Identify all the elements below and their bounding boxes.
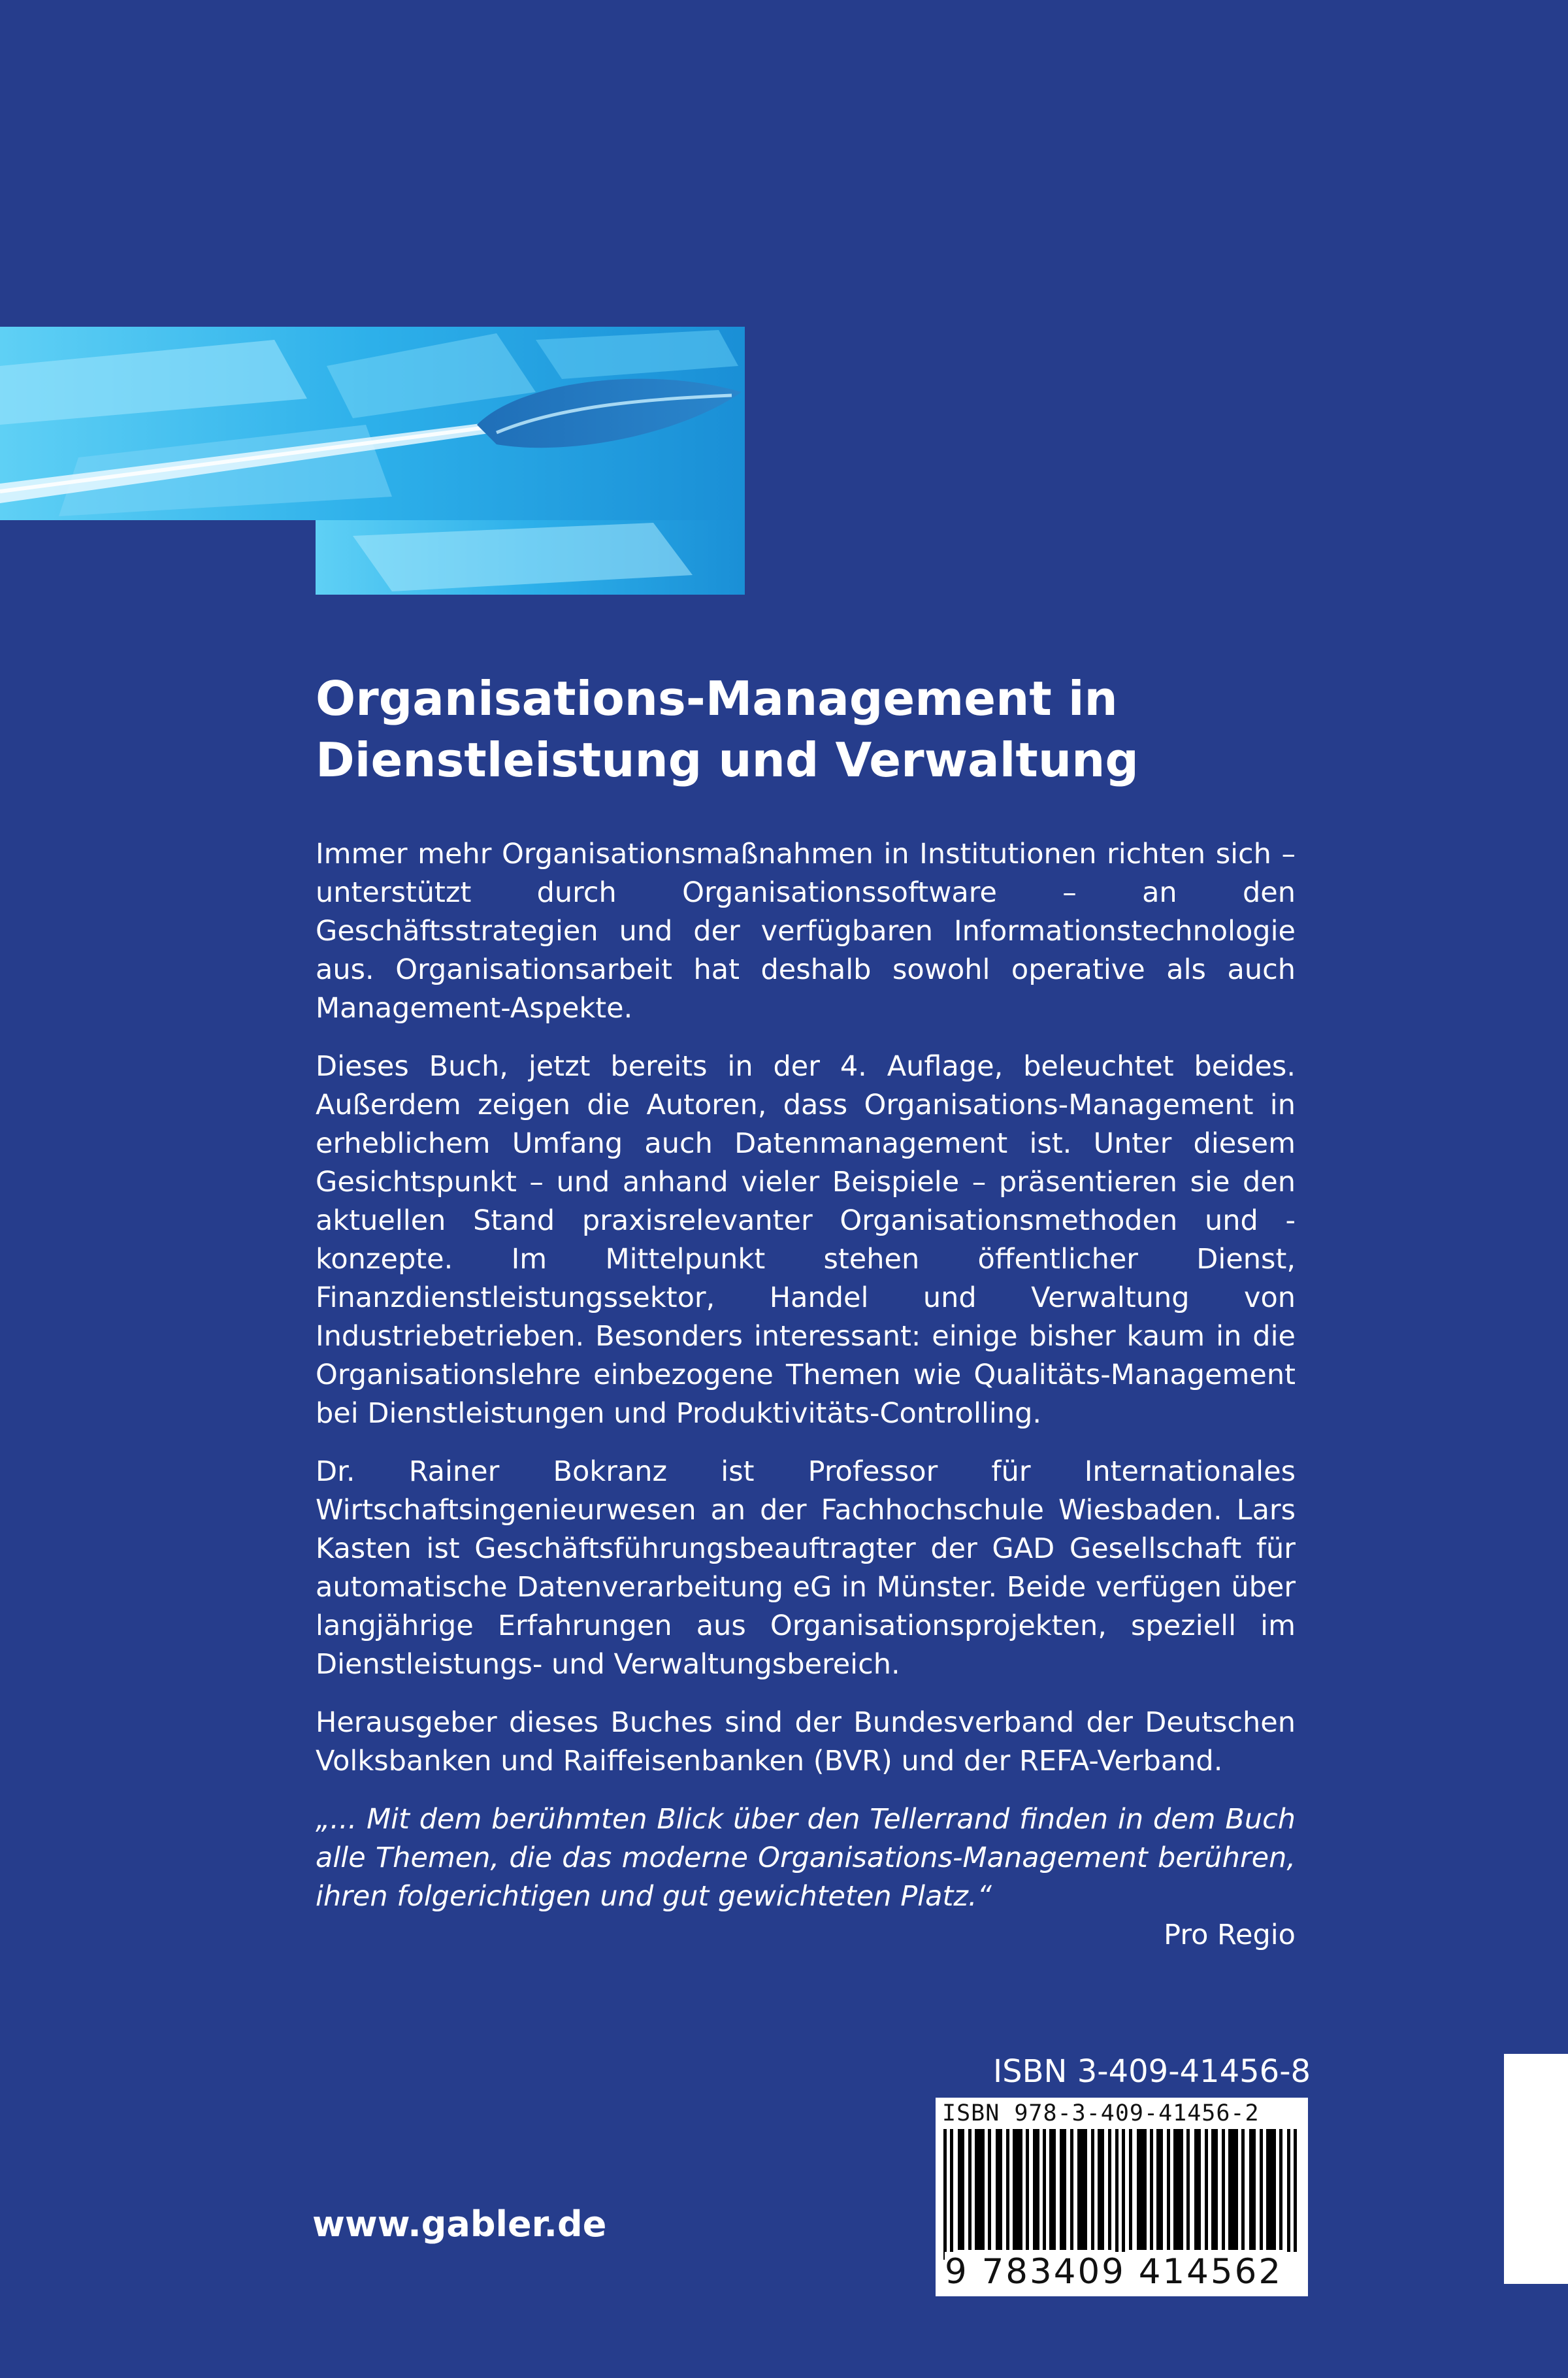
publisher-website: www.gabler.de xyxy=(312,2204,607,2245)
publisher-paragraph: Herausgeber dieses Buches sind der Bundesverband der Deutschen Volksbanken und Raiffeisenbanken (BVR) und der REFA-Verband. xyxy=(316,1706,1296,1777)
book-title-line-1: Organisations-Management in xyxy=(316,671,1118,726)
review-quote: „... Mit dem berühmten Blick über den Tellerrand finden in dem Buch alle Themen, die das moderne Organisations-Management berühren, ihren folgerichtigen und gut gewichteten Platz.“ xyxy=(316,1803,1296,1913)
isbn-10: ISBN 3-409-41456-8 xyxy=(993,2053,1311,2090)
blurb xyxy=(316,835,1296,1955)
review-quote-source: Pro Regio xyxy=(1164,1919,1296,1951)
barcode xyxy=(936,2098,1308,2296)
isbn-13-label: ISBN 978-3-409-41456-2 xyxy=(942,2100,1260,2126)
barcode-digits: 9 783409 414562 xyxy=(945,2252,1301,2292)
author-bio-paragraph: Dr. Rainer Bokranz ist Professor für Internationales Wirtschaftsingenieurwesen an der Fachhochschule Wiesbaden. Lars Kasten ist Geschäftsführungsbeauftragter der GAD Gesellschaft für automatische Datenverarbeitung eG in Münster. Beide verfügen über langjährige Erfahrungen aus Organisationsprojekten, speziell im Dienstleistungs- und Verwaltungsbereich. xyxy=(316,1455,1296,1681)
book-title-line-2: Dienstleistung und Verwaltung xyxy=(316,733,1139,787)
blurb-paragraph-2: Dieses Buch, jetzt bereits in der 4. Auflage, beleuchtet beides. Außerdem zeigen die Autoren, dass Organisations-Management in erheblichem Umfang auch Datenmanagement ist. Unter diesem Gesichtspunkt – und anhand vieler Beispiele – präsentieren sie den aktuellen Stand praxisrelevanter Organisationsmethoden und -konzepte. Im Mittelpunkt stehen öffentlicher Dienst, Finanzdienstleistungssektor, Handel und Verwaltung von Industriebetrieben. Besonders interessant: einige bisher kaum in die Organisationslehre einbezogene Themen wie Qualitäts-Management bei Dienstleistungen und Produktivitäts-Controlling. xyxy=(316,1050,1296,1430)
price-label-area xyxy=(1504,2054,1568,2284)
barcode-bars xyxy=(943,2129,1300,2260)
book-title xyxy=(316,668,1426,791)
cover-photo-dart xyxy=(0,0,745,595)
blurb-paragraph-1: Immer mehr Organisationsmaßnahmen in Institutionen richten sich – unterstützt durch Organisationssoftware – an den Geschäftsstrategien und der verfügbaren Informationstechnologie aus. Organisationsarbeit hat deshalb sowohl operative als auch Management-Aspekte. xyxy=(316,838,1296,1025)
